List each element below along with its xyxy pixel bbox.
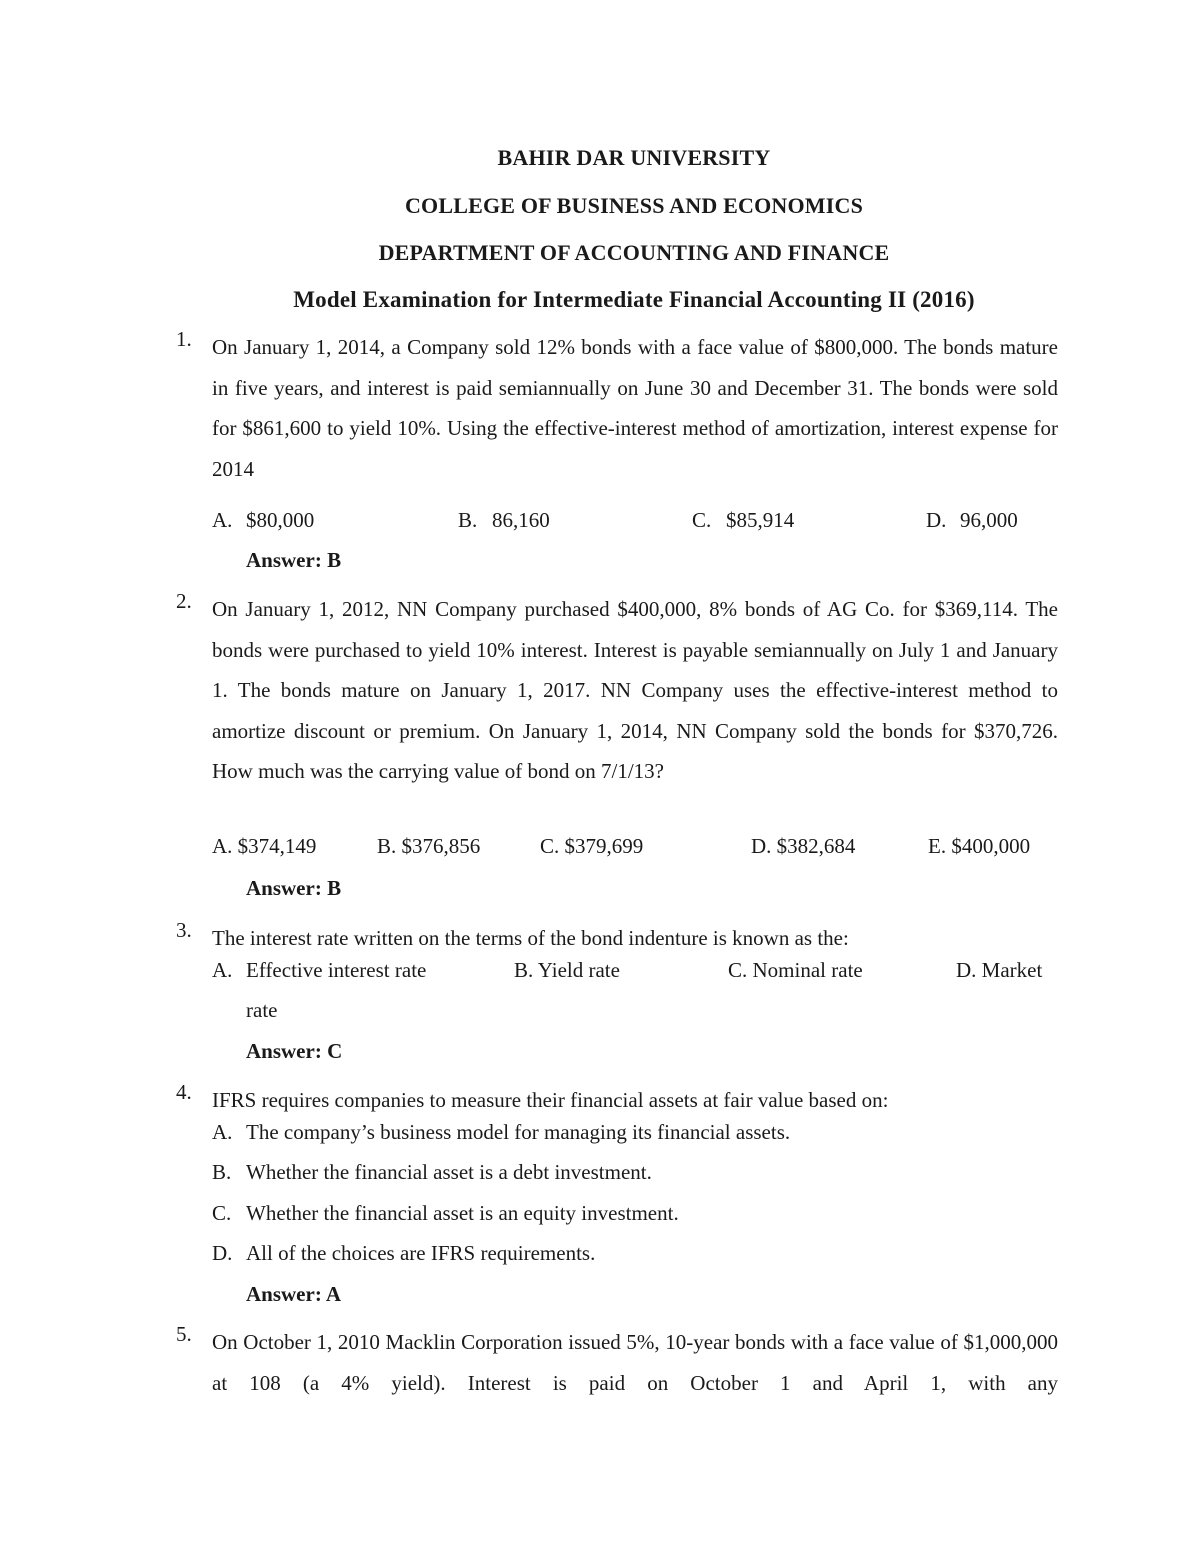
option-text: Whether the financial asset is a debt investment. — [246, 1160, 652, 1184]
answer-label: Answer: — [246, 1039, 322, 1063]
option — [926, 508, 1018, 533]
option-letter: C. — [728, 958, 748, 982]
option — [212, 834, 316, 859]
option-letter: A. — [212, 508, 233, 532]
option — [212, 1160, 652, 1185]
answer-line — [246, 548, 341, 573]
answer-label: Answer: — [246, 1282, 322, 1306]
department-name: DEPARTMENT OF ACCOUNTING AND FINANCE — [378, 240, 890, 265]
option-text: $379,699 — [564, 834, 644, 858]
question-number: 2. — [176, 589, 192, 613]
question-number: 1. — [176, 327, 192, 351]
question-number: 4. — [176, 1080, 192, 1104]
option-text: All of the choices are IFRS requirements. — [246, 1241, 596, 1265]
option — [514, 958, 620, 983]
option — [928, 834, 1030, 859]
option-letter: B. — [458, 508, 478, 532]
option — [212, 1201, 679, 1226]
answer-value: A — [325, 1282, 342, 1306]
answer-value: B — [327, 876, 342, 900]
option-letter: E. — [928, 834, 947, 858]
option-letter: B. — [514, 958, 534, 982]
option-letter: C. — [692, 508, 712, 532]
college-name: COLLEGE OF BUSINESS AND ECONOMICS — [404, 193, 864, 218]
option — [458, 508, 550, 533]
option — [212, 508, 314, 533]
answer-label: Answer: — [246, 876, 322, 900]
option-text: 96,000 — [960, 508, 1018, 532]
option-letter: D. — [926, 508, 947, 532]
option — [692, 508, 794, 533]
option-text: $382,684 — [776, 834, 856, 858]
option-text: Yield rate — [537, 958, 620, 982]
question-text: On October 1, 2010 Macklin Corporation issued 5%, 10-year bonds with a face value of $1,000,000 at 108 (a 4% yield). Interest is paid on October 1 and April 1, with any — [212, 1330, 1058, 1395]
option-letter: A. — [212, 958, 233, 982]
option-wrap-text: rate — [246, 998, 278, 1022]
question-number: 5. — [176, 1322, 192, 1346]
option — [212, 1120, 790, 1145]
question-text: On January 1, 2012, NN Company purchased $400,000, 8% bonds of AG Co. for $369,114. The bonds were purchased to yield 10% interest. Interest is payable semiannually on July 1 and January 1. The bonds mature on January 1, 2017. NN Company uses the effective-interest method to amortize discount or premium. On January 1, 2014, NN Company sold the bonds for $370,726. How much was the carrying value of bond on 7/1/13? — [212, 597, 1058, 783]
option-letter: B. — [212, 1160, 232, 1184]
option-text: 86,160 — [492, 508, 550, 532]
option-text: Whether the financial asset is an equity investment. — [246, 1201, 679, 1225]
option-letter: A. — [212, 834, 233, 858]
answer-line — [246, 1282, 341, 1307]
option — [377, 834, 480, 859]
option — [212, 1241, 595, 1266]
option-letter: A. — [212, 1120, 233, 1144]
option-text: The company’s business model for managing its financial assets. — [246, 1120, 791, 1144]
option-text: $374,149 — [237, 834, 317, 858]
answer-value: C — [327, 1039, 343, 1063]
option-letter: D. — [212, 1241, 233, 1265]
question-text: The interest rate written on the terms of the bond indenture is known as the: — [212, 926, 849, 950]
option-letter: C. — [540, 834, 560, 858]
answer-line — [246, 1039, 342, 1064]
option-letter: D. — [751, 834, 772, 858]
question-text: IFRS requires companies to measure their financial assets at fair value based on: — [212, 1088, 889, 1112]
option — [540, 834, 643, 859]
exam-title: Model Examination for Intermediate Financial Accounting II (2016) — [293, 287, 975, 312]
option — [728, 958, 863, 983]
option — [956, 958, 1042, 983]
question-text: On January 1, 2014, a Company sold 12% bonds with a face value of $800,000. The bonds mature in five years, and interest is paid semiannually on June 30 and December 31. The bonds were sold for $861,600 to yield 10%. Using the effective-interest method of amortization, interest expense for 2014 — [212, 335, 1058, 481]
answer-value: B — [327, 548, 342, 572]
answer-line — [246, 876, 341, 901]
option-letter: C. — [212, 1201, 232, 1225]
option-text: $80,000 — [246, 508, 315, 532]
option-text: $376,856 — [401, 834, 481, 858]
answer-label: Answer: — [246, 548, 322, 572]
option-text: Market — [981, 958, 1043, 982]
option-text: Effective interest rate — [246, 958, 427, 982]
option — [212, 958, 426, 983]
option-text: $400,000 — [951, 834, 1031, 858]
option — [751, 834, 855, 859]
university-name: BAHIR DAR UNIVERSITY — [497, 145, 771, 170]
option-text: $85,914 — [726, 508, 795, 532]
question-number: 3. — [176, 918, 192, 942]
option-letter: B. — [377, 834, 397, 858]
option-letter: D. — [956, 958, 977, 982]
option-text: Nominal rate — [752, 958, 863, 982]
